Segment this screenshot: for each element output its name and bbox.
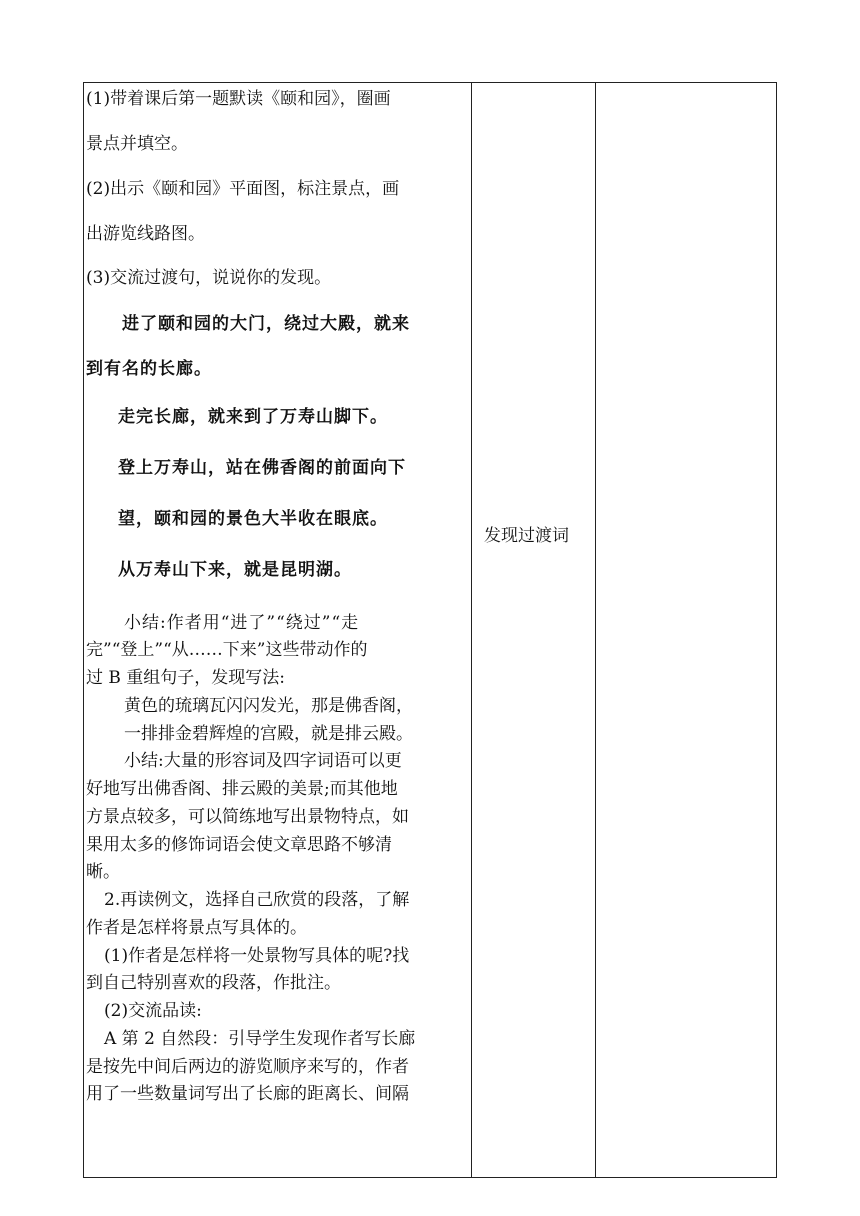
text-line: 2.再读例文，选择自己欣赏的段落，了解 (104, 890, 410, 910)
bold-transition-line: 登上万寿山，站在佛香阁的前面向下 (118, 458, 406, 478)
teaching-process-cell (84, 83, 471, 1177)
bold-transition-line: 走完长廊，就来到了万寿山脚下。 (118, 407, 388, 427)
text-line: 好地写出佛香阁、排云殿的美景;而其他地 (86, 779, 398, 799)
text-line: 小结:作者用“进了”“绕过”“走 (124, 613, 360, 633)
text-line: 作者是怎样将景点写具体的。 (86, 918, 307, 938)
text-line: 晰。 (86, 862, 120, 882)
text-line: (2)出示《颐和园》平面图，标注景点，画 (86, 179, 400, 199)
design-intent-cell (596, 83, 776, 1177)
text-line: A 第 2 自然段：引导学生发现作者写长廊 (104, 1029, 416, 1049)
text-line: (3)交流过渡句，说说你的发现。 (86, 268, 332, 288)
text-line: (1)带着课后第一题默读《颐和园》，圈画 (86, 89, 391, 109)
text-line: 景点并填空。 (86, 134, 188, 154)
text-line: 果用太多的修饰词语会使文章思路不够清 (86, 835, 392, 855)
text-line: 一排排金碧辉煌的宫殿，就是排云殿。 (124, 724, 413, 744)
text-line: (2)交流品读: (104, 1001, 202, 1021)
bold-transition-line: 从万寿山下来，就是昆明湖。 (118, 560, 352, 580)
text-line: 完”“登上”“从……下来”这些带动作的 (86, 640, 368, 660)
text-line: (1)作者是怎样将一处景物写具体的呢?找 (104, 946, 410, 966)
text-line: 到自己特别喜欢的段落，作批注。 (86, 973, 341, 993)
lesson-table (83, 82, 777, 1178)
text-line: 用了一些数量词写出了长廊的距离长、间隔 (86, 1084, 409, 1104)
text-line: 出游览线路图。 (86, 224, 205, 244)
activity-note: 发现过渡词 (484, 526, 569, 546)
text-line: 是按先中间后两边的游览顺序来写的，作者 (86, 1057, 409, 1077)
text-line: 方景点较多，可以简练地写出景物特点，如 (86, 807, 409, 827)
text-line: 黄色的琉璃瓦闪闪发光，那是佛香阁， (124, 696, 413, 716)
bold-transition-line: 到有名的长廊。 (86, 359, 212, 379)
text-line: 小结:大量的形容词及四字词语可以更 (124, 751, 402, 771)
student-activity-cell (472, 83, 595, 1177)
bold-transition-line: 进了颐和园的大门，绕过大殿，就来 (122, 314, 410, 334)
text-line: 过 B 重组句子，发现写法: (86, 668, 286, 688)
bold-transition-line: 望，颐和园的景色大半收在眼底。 (118, 509, 388, 529)
